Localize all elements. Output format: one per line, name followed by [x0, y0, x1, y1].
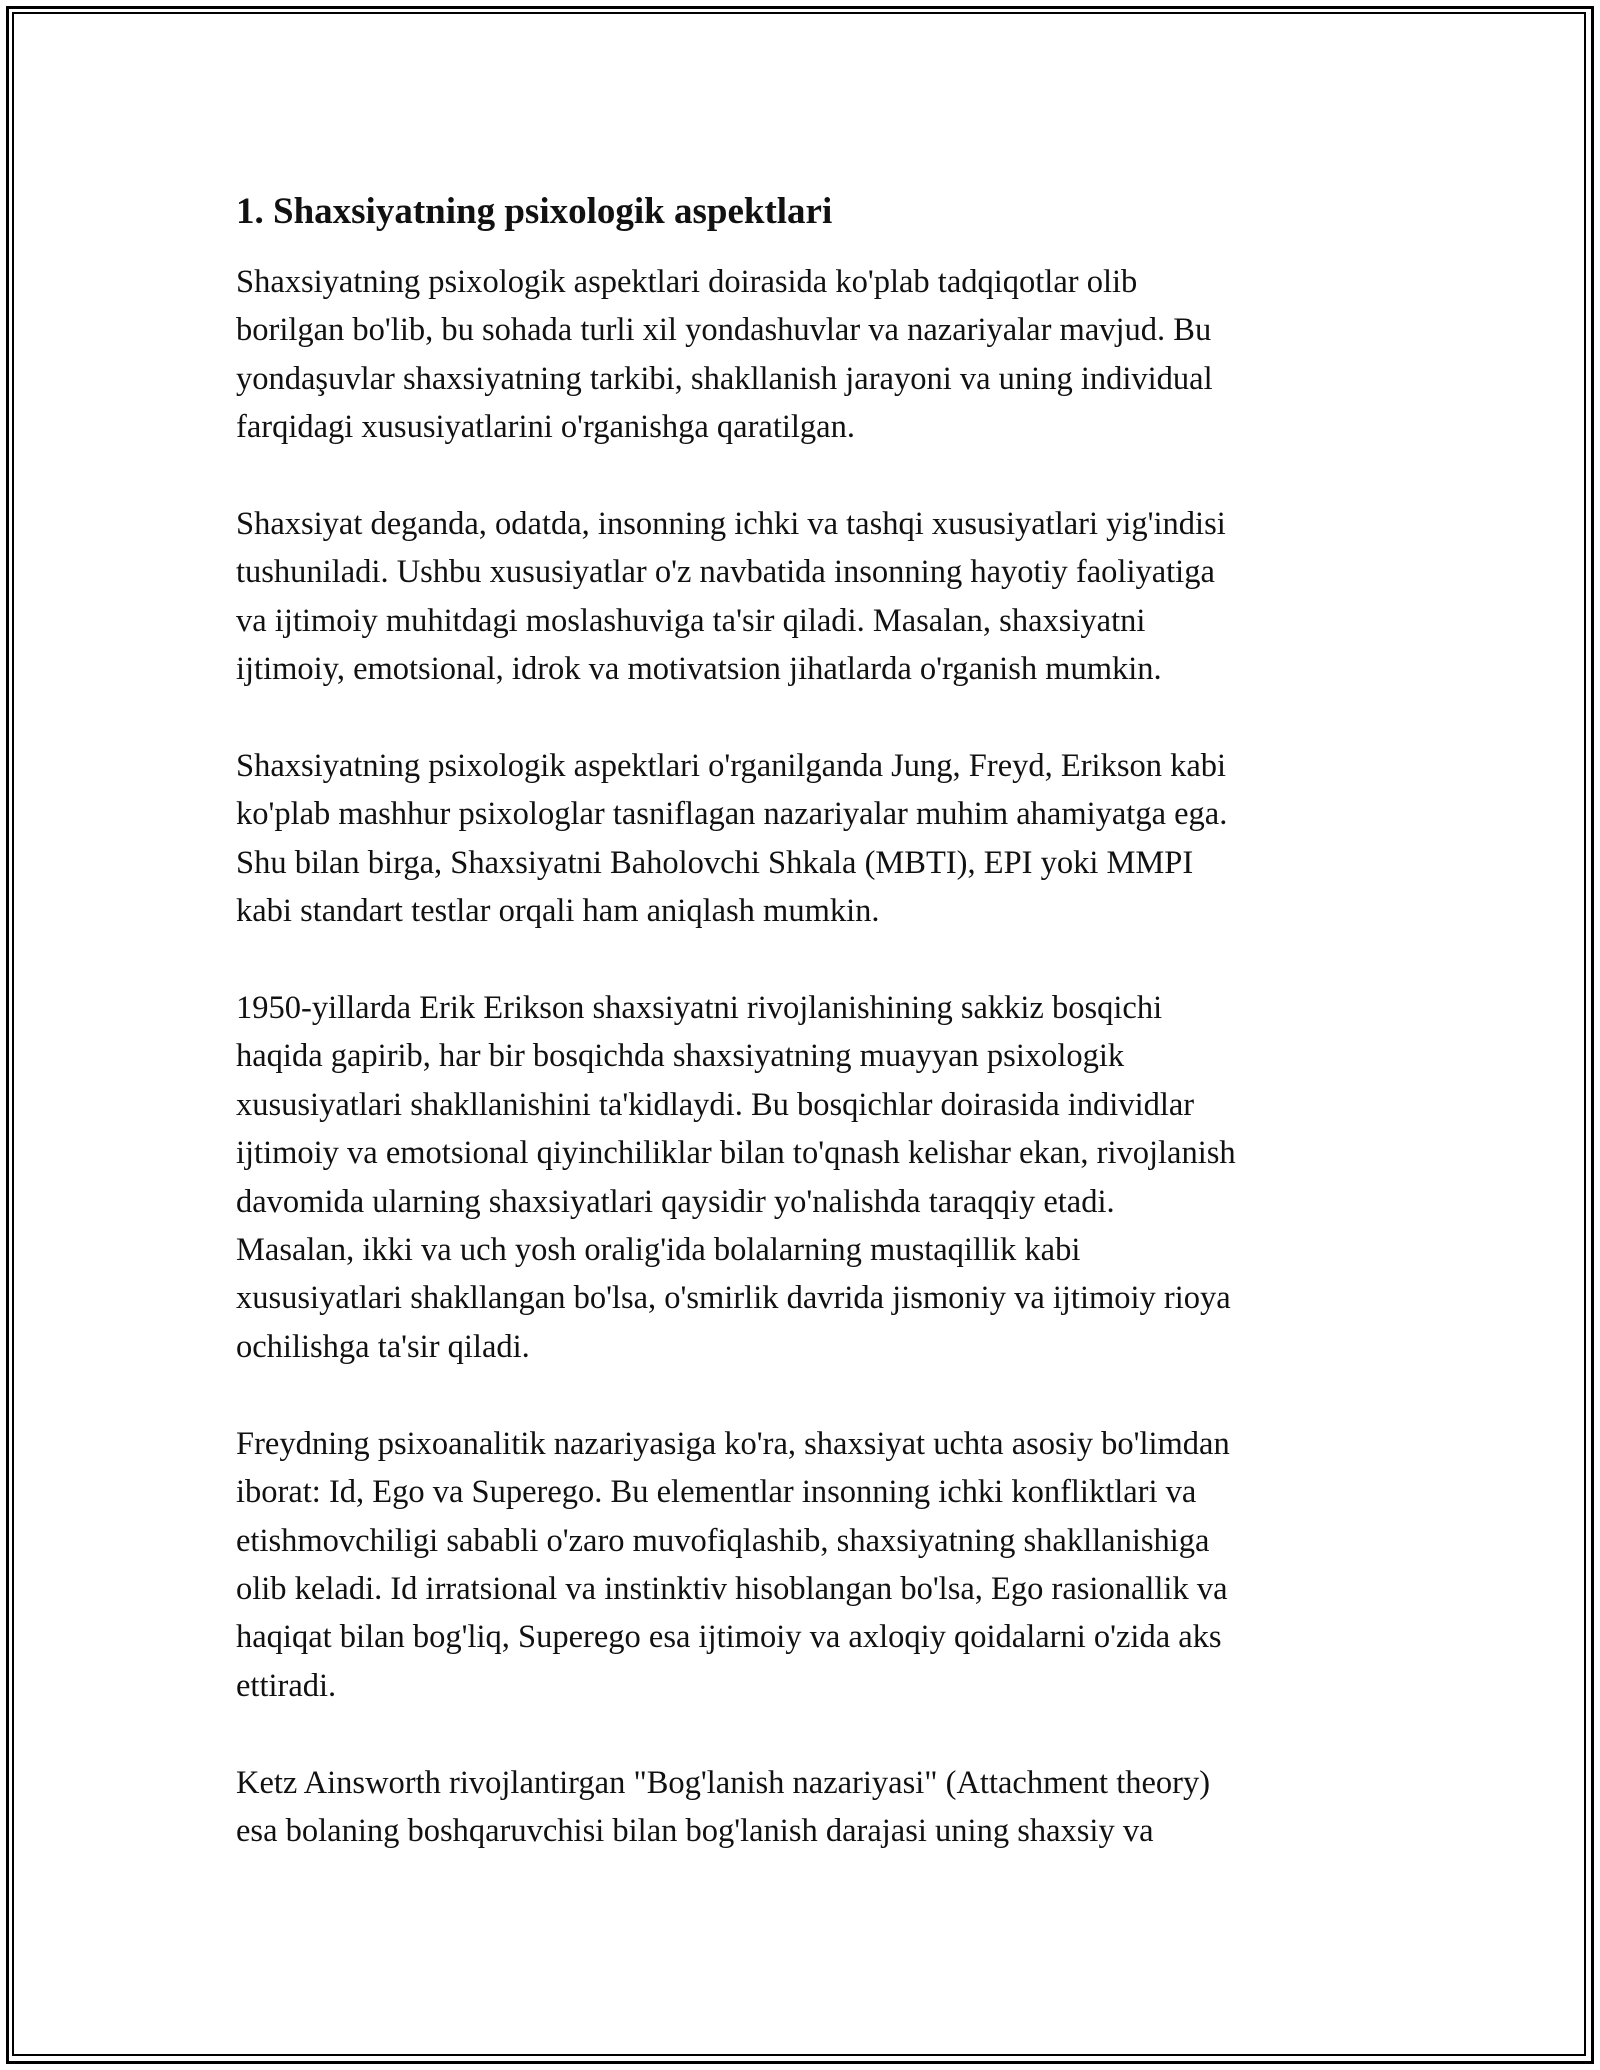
text-line: Ketz Ainsworth rivojlantirgan "Bog'lanish nazariyasi" (Attachment theory)	[236, 1764, 1211, 1801]
text-line: borilgan bo'lib, bu sohada turli xil yondashuvlar va nazariyalar mavjud. Bu	[236, 312, 1212, 349]
text-line: ijtimoiy va emotsional qiyinchiliklar bilan to'qnash kelishar ekan, rivojlanish	[236, 1135, 1236, 1172]
text-line: olib keladi. Id irratsional va instinktiv hisoblangan bo'lsa, Ego rasionallik va	[236, 1570, 1228, 1607]
text-line: davomida ularning shaxsiyatlari qaysidir yo'nalishda taraqqiy etadi.	[236, 1183, 1115, 1220]
text-line: va ijtimoiy muhitdagi moslashuviga ta'sir qiladi. Masalan, shaxsiyatni	[236, 602, 1146, 639]
text-line: yondaşuvlar shaxsiyatning tarkibi, shakllanish jarayoni va uning individual	[236, 360, 1213, 397]
paragraph-1	[236, 258, 1366, 452]
text-line: xususiyatlari shakllangan bo'lsa, o'smirlik davrida jismoniy va ijtimoiy rioya	[236, 1280, 1231, 1317]
text-line: ettiradi.	[236, 1667, 337, 1704]
paragraph-5	[236, 1420, 1366, 1710]
paragraph-6	[236, 1759, 1366, 1856]
text-line: ijtimoiy, emotsional, idrok va motivatsion jihatlarda o'rganish mumkin.	[236, 651, 1162, 688]
text-line: etishmovchiligi sababli o'zaro muvofiqlashib, shaxsiyatning shakllanishiga	[236, 1522, 1210, 1559]
paragraph-3	[236, 742, 1366, 936]
text-line: Freydning psixoanalitik nazariyasiga ko'ra, shaxsiyat uchta asosiy bo'limdan	[236, 1425, 1230, 1462]
text-line: Shaxsiyatning psixologik aspektlari doirasida ko'plab tadqiqotlar olib	[236, 264, 1138, 300]
text-line: 1950-yillarda Erik Erikson shaxsiyatni rivojlanishining sakkiz bosqichi	[236, 990, 1163, 1027]
document-body	[236, 188, 1366, 1904]
text-line: iborat: Id, Ego va Superego. Bu elementlar insonning ichki konfliktlari va	[236, 1474, 1197, 1511]
text-line: kabi standart testlar orqali ham aniqlash mumkin.	[236, 893, 880, 930]
text-line: Shaxsiyat deganda, odatda, insonning ichki va tashqi xususiyatlari yig'indisi	[236, 506, 1226, 543]
text-line: haqiqat bilan bog'liq, Superego esa ijtimoiy va axloqiy qoidalarni o'zida aks	[236, 1619, 1222, 1656]
paragraph-2	[236, 500, 1366, 694]
text-line: haqida gapirib, har bir bosqichda shaxsiyatning muayyan psixologik	[236, 1038, 1125, 1075]
text-line: ko'plab mashhur psixologlar tasniflagan nazariyalar muhim ahamiyatga ega.	[236, 796, 1228, 833]
text-line: ochilishga ta'sir qiladi.	[236, 1328, 530, 1365]
text-line: esa bolaning boshqaruvchisi bilan bog'lanish darajasi uning shaxsiy va	[236, 1812, 1154, 1849]
paragraph-4	[236, 984, 1366, 1371]
section-heading: 1. Shaxsiyatning psixologik aspektlari	[236, 191, 833, 232]
text-line: tushuniladi. Ushbu xususiyatlar o'z navbatida insonning hayotiy faoliyatiga	[236, 554, 1215, 591]
text-line: xususiyatlari shakllanishini ta'kidlaydi. Bu bosqichlar doirasida individlar	[236, 1086, 1195, 1123]
text-line: Shaxsiyatning psixologik aspektlari o'rganilganda Jung, Freyd, Erikson kabi	[236, 748, 1227, 785]
text-line: farqidagi xususiyatlarini o'rganishga qaratilgan.	[236, 409, 855, 446]
text-line: Masalan, ikki va uch yosh oralig'ida bolalarning mustaqillik kabi	[236, 1232, 1081, 1269]
text-line: Shu bilan birga, Shaxsiyatni Baholovchi Shkala (MBTI), EPI yoki MMPI	[236, 844, 1194, 881]
